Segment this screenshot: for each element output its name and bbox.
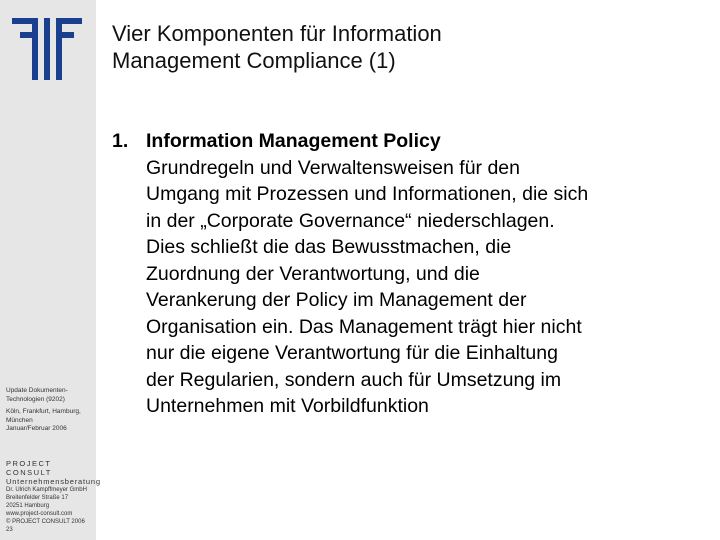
- body-line: Dies schließt die das Bewusstmachen, die: [146, 236, 512, 258]
- company-copyright: © PROJECT CONSULT 2006: [6, 519, 85, 525]
- body-line: Verankerung der Policy im Management der: [146, 289, 527, 311]
- company-subtitle: Unternehmensberatung: [6, 477, 101, 486]
- body-line: Umgang mit Prozessen und Informationen, die sich: [146, 183, 589, 205]
- page-title: [112, 20, 702, 74]
- item-number: 1.: [112, 130, 129, 152]
- event-cities: Köln, Frankfurt, Hamburg,: [6, 408, 81, 415]
- event-city-last: München: [6, 416, 33, 424]
- main-content: [112, 128, 712, 420]
- company-info: [6, 459, 101, 534]
- item-heading-text: Information Management Policy: [146, 130, 441, 152]
- company-owner: Dr. Ulrich Kampffmeyer GmbH: [6, 487, 87, 493]
- event-info: [6, 387, 94, 438]
- title-line-1: Vier Komponenten für Information: [112, 21, 442, 46]
- company-city: 20251 Hamburg: [6, 503, 50, 509]
- company-web: www.project-consult.com: [6, 511, 73, 517]
- body-line: Zuordnung der Verantwortung, und die: [146, 262, 480, 285]
- item-heading: [112, 128, 712, 155]
- body-line: in der „Corporate Governance“ niederschlagen.: [146, 209, 555, 232]
- page-number: 23: [6, 527, 13, 533]
- body-line: nur die eigene Verantwortung für die Einhaltung: [146, 342, 558, 364]
- body-line: Grundregeln und Verwaltensweisen für den: [146, 156, 520, 179]
- project-consult-logo-icon: [12, 14, 82, 82]
- sidebar: [0, 0, 101, 540]
- event-title: Update Dokumenten-: [6, 387, 68, 394]
- company-name: PROJECT CONSULT: [6, 459, 52, 477]
- item-body: [112, 155, 712, 420]
- body-line: der Regularien, sondern auch für Umsetzung im: [146, 368, 562, 391]
- company-street: Breitenfelder Straße 17: [6, 495, 69, 501]
- event-date: Januar/Februar 2006: [6, 425, 67, 432]
- event-subtitle: Technologien (9202): [6, 395, 65, 403]
- body-line: Organisation ein. Das Management trägt hier nicht: [146, 315, 582, 338]
- body-line: Unternehmen mit Vorbildfunktion: [146, 395, 429, 417]
- title-line-2: Management Compliance (1): [112, 48, 396, 73]
